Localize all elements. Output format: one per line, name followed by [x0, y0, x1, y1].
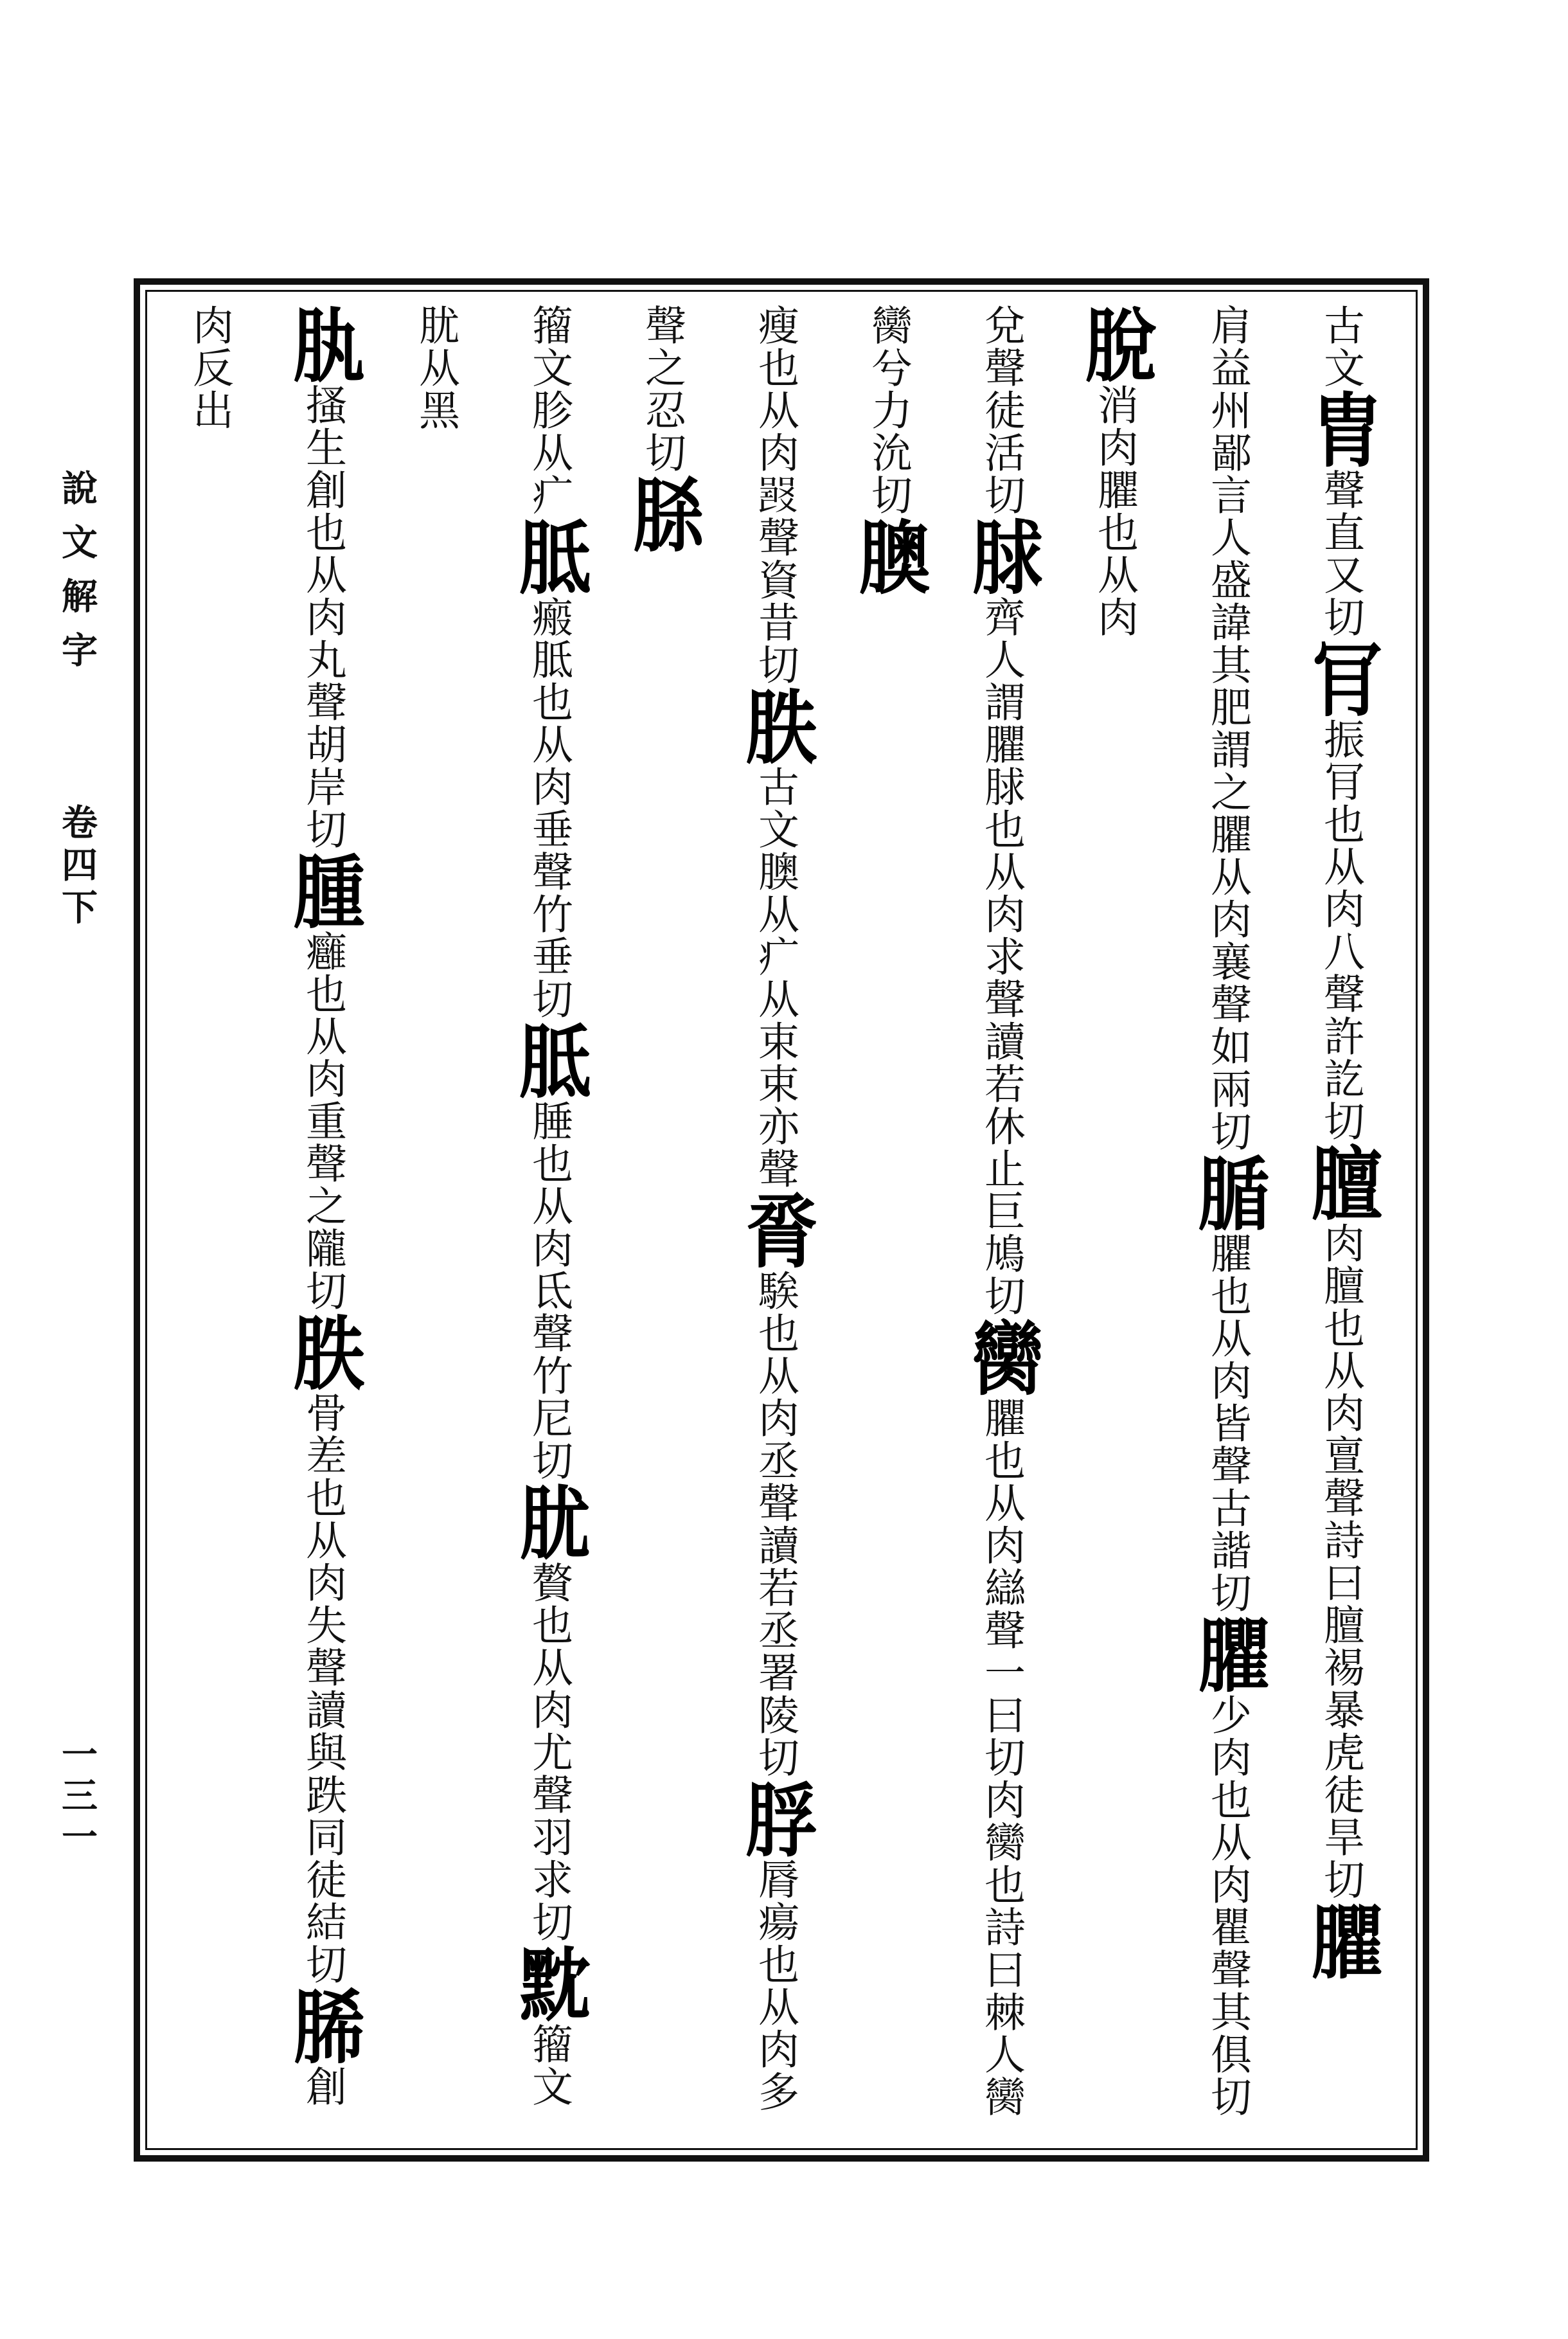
gloss-text: 兌聲徒活切	[977, 304, 1025, 516]
seal-headword: 胅	[733, 686, 817, 766]
seal-headword: 胅	[281, 1312, 365, 1392]
seal-headword: 肎	[1299, 638, 1383, 718]
gloss-text: 瘦也从肉𤕦聲資昔切	[751, 304, 799, 686]
seal-headword: 膻	[1299, 1142, 1383, 1222]
gloss-text: 腄也从肉氐聲竹尼切	[525, 1100, 573, 1482]
gloss-text: 臞也从肉皆聲古諧切	[1204, 1232, 1251, 1614]
gloss-text: 搔生創也从肉丸聲胡岸切	[299, 384, 346, 850]
seal-headword: 胝	[507, 1020, 591, 1100]
text-column	[1058, 304, 1284, 2129]
seal-headword: 肒	[281, 304, 365, 384]
seal-headword: 䐿	[846, 516, 931, 596]
seal-headword: 臞	[1299, 1901, 1383, 1980]
gloss-text: 癰也从肉重聲之隴切	[299, 930, 346, 1312]
text-column	[166, 304, 379, 2129]
text-column	[832, 304, 1058, 2129]
body-text	[166, 304, 1397, 2129]
seal-headword: 臠	[959, 1317, 1044, 1397]
seal-headword: 脀	[733, 1190, 817, 1269]
seal-headword: 腯	[1186, 1152, 1270, 1232]
seal-headword: 肬	[507, 1482, 591, 1561]
gloss-text: 益州鄙言人盛諱其肥謂之臞从肉襄聲如兩切	[1204, 346, 1251, 1152]
gloss-text: 古文䐿从疒从束束亦聲	[751, 766, 799, 1190]
text-column	[1284, 304, 1397, 2129]
gloss-text: 振肎也从肉八聲許訖切	[1317, 718, 1364, 1142]
margin-volume: 卷四下	[56, 803, 98, 931]
margin-page-number: 一三一	[56, 1735, 98, 1859]
gloss-text: 消肉臞也从肉	[1091, 384, 1138, 638]
gloss-text: 瘢胝也从肉垂聲竹垂切	[525, 596, 573, 1020]
seal-headword: 胝	[507, 516, 591, 596]
gloss-text: 古文	[1317, 304, 1364, 389]
seal-headword: 脫	[1073, 304, 1157, 384]
gloss-text: 聲直又切	[1317, 469, 1364, 638]
gloss-text: 骨差也从肉失聲讀與跌同徒結切	[299, 1392, 346, 1985]
gloss-text: 少肉也从肉瞿聲其俱切	[1204, 1694, 1251, 2118]
gloss-text: 籀文胗从疒	[525, 304, 573, 516]
gloss-text: 脣瘍也从肉多聲之忍切	[638, 304, 799, 2113]
gloss-text: 臞也从肉䜌聲一曰切肉臠也詩曰棘人臠臠兮力沇切	[864, 304, 1025, 2118]
seal-headword: 黕	[507, 1943, 591, 2023]
gloss-text: 騃也从肉丞聲讀若丞署陵切	[751, 1269, 799, 1779]
text-column	[379, 304, 605, 2129]
gloss-text: 肩	[1204, 304, 1251, 346]
seal-headword: 脪	[281, 1985, 365, 2065]
seal-headword: 腫	[281, 850, 365, 930]
gloss-text: 肉膻也从肉亶聲詩曰膻裼暴虎徒旱切	[1317, 1222, 1364, 1901]
text-column	[605, 304, 832, 2129]
text-frame	[134, 278, 1429, 2162]
gloss-text: 贅也从肉尤聲羽求切	[525, 1561, 573, 1943]
gloss-text: 創肉反出	[186, 304, 346, 2108]
seal-headword: 脎	[620, 474, 704, 553]
gloss-text: 齊人謂臞脙也从肉求聲讀若休止巨鳩切	[977, 596, 1025, 1317]
gloss-text: 籀文肬从黑	[412, 304, 573, 2108]
seal-headword: 臞	[1186, 1614, 1270, 1694]
seal-headword: 脬	[733, 1779, 817, 1858]
seal-headword: 脙	[959, 516, 1044, 596]
seal-headword: 胄	[1299, 389, 1383, 469]
margin-title: 說文解字	[56, 469, 98, 685]
